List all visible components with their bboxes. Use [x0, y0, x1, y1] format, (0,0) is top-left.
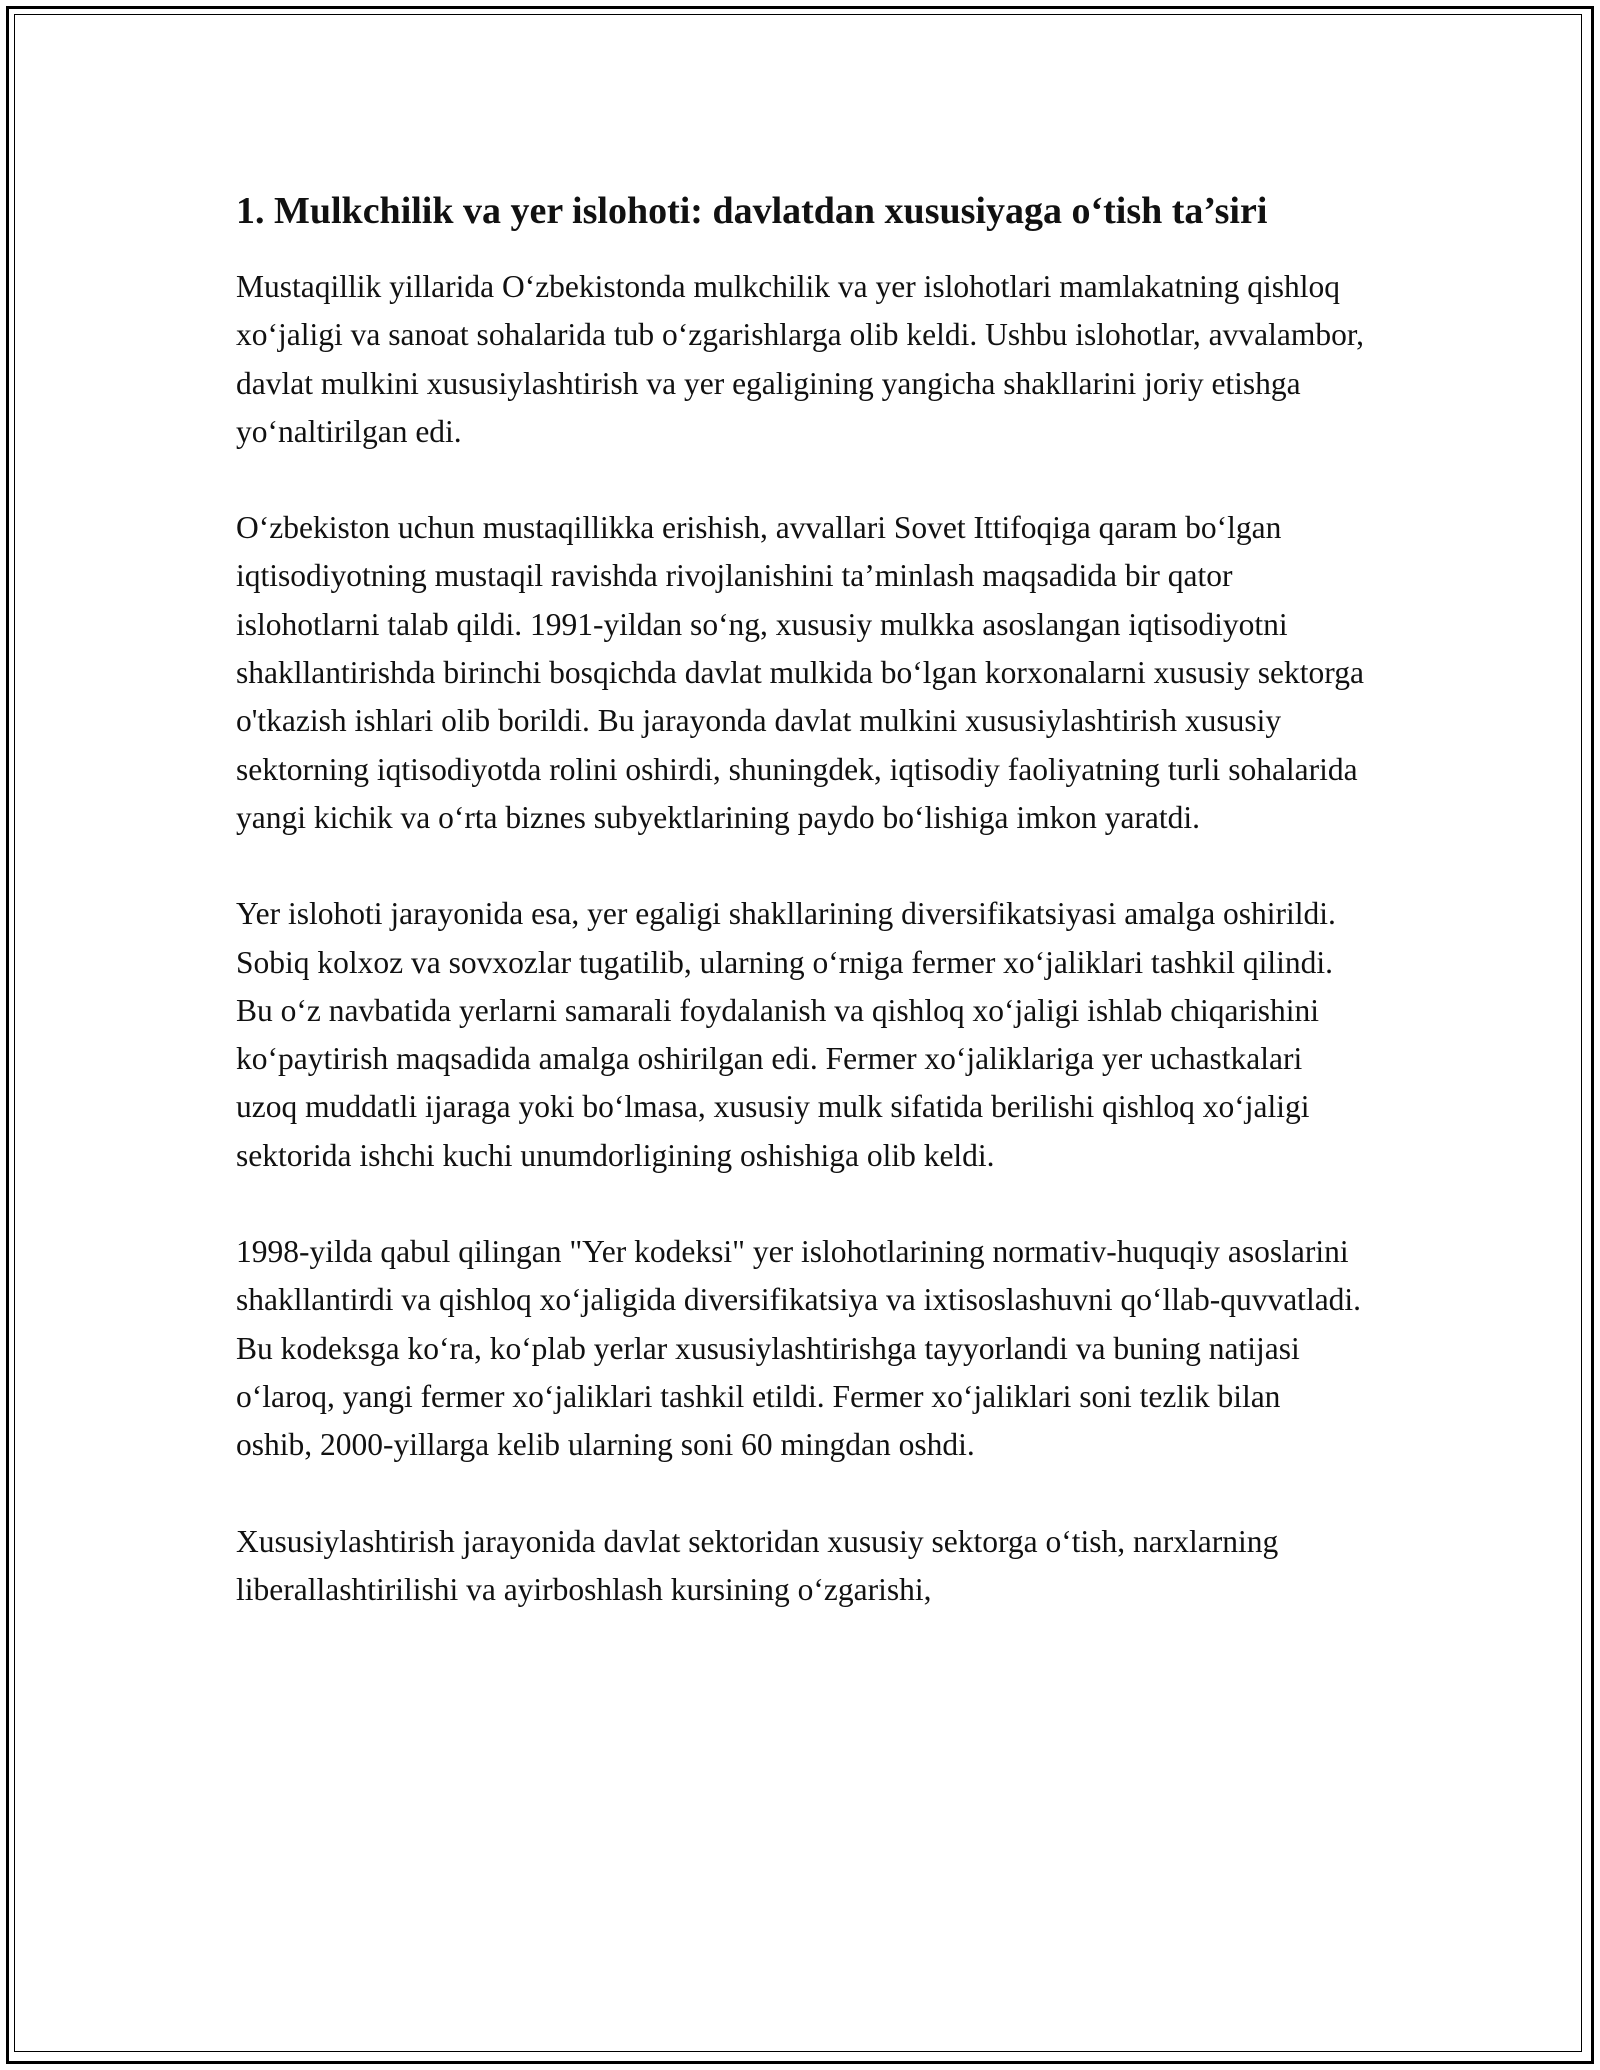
paragraph-5: Xususiylashtirish jarayonida davlat sektoridan xususiy sektorga o‘tish, narxlarning liberallashtirilishi va ayirboshlash kursining o‘zgarishi, [236, 1523, 1279, 1607]
paragraph-3: Yer islohoti jarayonida esa, yer egaligi shakllarining diversifikatsiyasi amalga oshirildi. Sobiq kolxoz va sovxozlar tugatilib, ularning o‘rniga fermer xo‘jaliklari tashkil qilindi. Bu o‘z navbatida yerlarni samarali foydalanish va qishloq xo‘jaligi ishlab chiqarishini ko‘paytirish maqsadida amalga oshirilgan edi. Fermer xo‘jaliklariga yer uchastkalari uzoq muddatli ijaraga yoki bo‘lmasa, xususiy mulk sifatida berilishi qishloq xo‘jaligi sektorida ishchi kuchi unumdorligining oshishiga olib keldi. [236, 896, 1336, 1173]
document-body [236, 184, 1364, 1662]
paragraph-4: 1998-yilda qabul qilingan "Yer kodeksi" yer islohotlarining normativ-huquqiy asoslarini shakllantirdi va qishloq xo‘jaligida diversifikatsiya va ixtisoslashuvni qo‘llab-quvvatladi. Bu kodeksga ko‘ra, ko‘plab yerlar xususiylashtirishga tayyorlandi va buning natijasi o‘laroq, yangi fermer xo‘jaliklari tashkil etildi. Fermer xo‘jaliklari soni tezlik bilan oshib, 2000-yillarga kelib ularning soni 60 mingdan oshdi. [236, 1234, 1362, 1463]
paragraph-2: O‘zbekiston uchun mustaqillikka erishish, avvallari Sovet Ittifoqiga qaram bo‘lgan iqtisodiyotning mustaqil ravishda rivojlanishini ta’minlash maqsadida bir qator islohotlarni talab qildi. 1991-yildan so‘ng, xususiy mulkka asoslangan iqtisodiyotni shakllantirishda birinchi bosqichda davlat mulkida bo‘lgan korxonalarni xususiy sektorga o'tkazish ishlari olib borildi. Bu jarayonda davlat mulkini xususiylashtirish xususiy sektorning iqtisodiyotda rolini oshirdi, shuningdek, iqtisodiy faoliyatning turli sohalarida yangi kichik va o‘rta biznes subyektlarining paydo bo‘lishiga imkon yaratdi. [236, 510, 1364, 835]
paragraph-1: Mustaqillik yillarida O‘zbekistonda mulkchilik va yer islohotlari mamlakatning qishloq xo‘jaligi va sanoat sohalarida tub o‘zgarishlarga olib keldi. Ushbu islohotlar, avvalambor, davlat mulkini xususiylashtirish va yer egaligining yangicha shakllarini joriy etishga yo‘naltirilgan edi. [236, 269, 1364, 449]
section-heading: 1. Mulkchilik va yer islohoti: davlatdan xususiyaga o‘tish ta’siri [236, 190, 1268, 232]
